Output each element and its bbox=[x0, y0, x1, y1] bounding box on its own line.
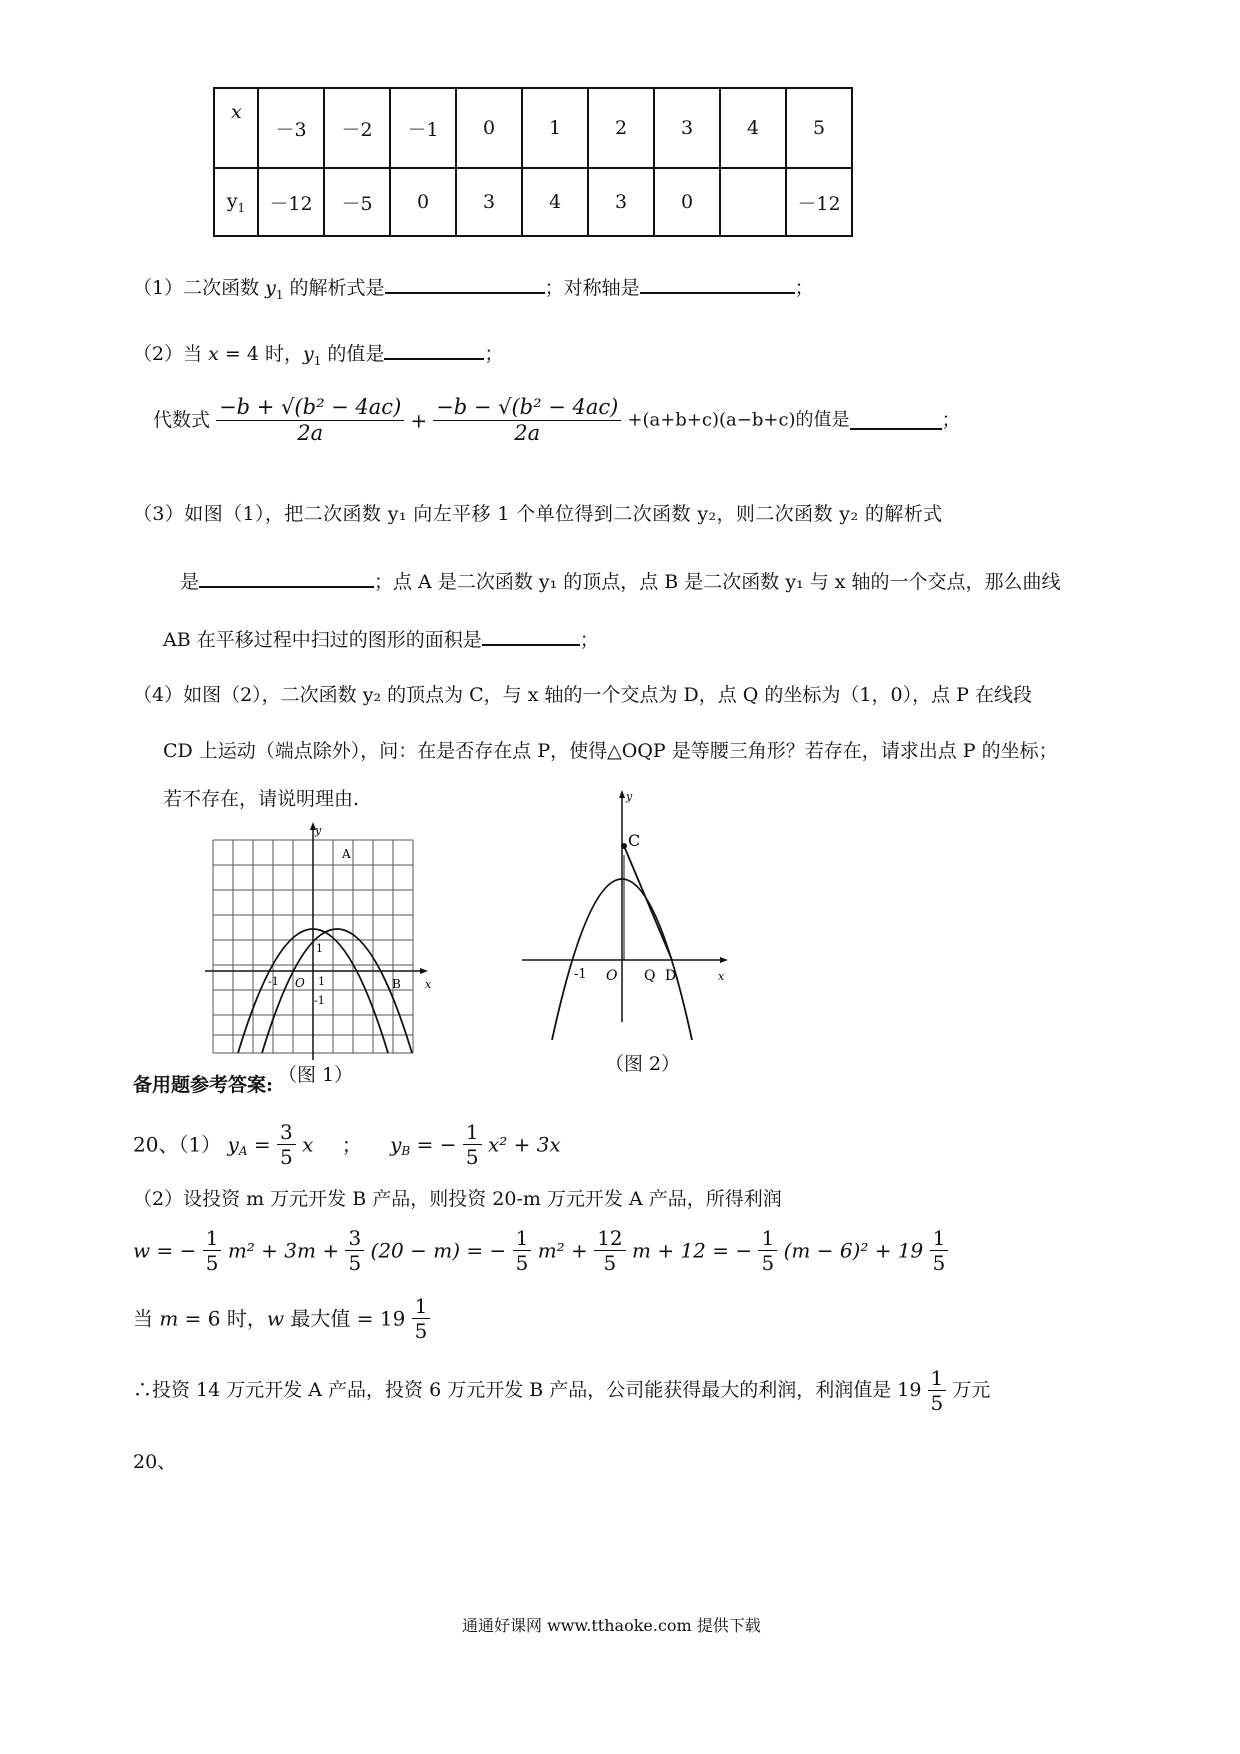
segment-CD bbox=[624, 846, 672, 960]
table-row-y bbox=[214, 168, 852, 236]
table-cell: 3 bbox=[654, 88, 720, 168]
label-y: y bbox=[626, 790, 633, 803]
question-3-line-3: AB 在平移过程中扫过的图形的面积是 ； bbox=[163, 629, 599, 651]
label-B: B bbox=[392, 977, 401, 991]
question-3-line-1: （3）如图（1），把二次函数 y₁ 向左平移 1 个单位得到二次函数 y₂，则二次函数 y₂ 的解析式 bbox=[133, 503, 943, 525]
answer-2-equation: w = − $\frac{1}{5}$ m² + 3m + $\frac{3}{5}$ (20 − m) = − $\frac{1}{5}$ m² + $\frac{12}{5}$ m + 12 = − $\frac{1}{5}$ (m − 6)² + 19 $\frac{1}{5}$ bbox=[133, 1228, 948, 1273]
question-2-expression: 代数式 $\frac{\text{−b + √(b² − 4ac)}}{2a}$ + $\frac{\text{−b − √(b² − 4ac)}}{2a}$ +(a+b+c)(a−b+c)的值是 ； bbox=[153, 395, 961, 445]
table-cell: 0 bbox=[390, 168, 456, 236]
table-cell: 4 bbox=[720, 88, 786, 168]
answer-4: ∴投资 14 万元开发 A 产品，投资 6 万元开发 B 产品，公司能获得最大的利润，利润值是 19 $\frac{1}{5}$ 万元 bbox=[133, 1366, 991, 1415]
label-O: O bbox=[606, 968, 618, 984]
label-x: x bbox=[425, 978, 432, 991]
table-cell: 5 bbox=[786, 88, 852, 168]
label-neg1-x: -1 bbox=[268, 975, 279, 988]
answer-blank[interactable] bbox=[850, 412, 942, 430]
label-A: A bbox=[342, 847, 351, 861]
figure-1 bbox=[200, 820, 440, 1060]
table-cell: －12 bbox=[258, 168, 324, 236]
question-4-line-2: CD 上运动（端点除外），问：在是否存在点 P，使得△OQP 是等腰三角形？若存在，请求出点 P 的坐标； bbox=[163, 740, 1058, 762]
answers-heading: 备用题参考答案: bbox=[133, 1074, 274, 1096]
label-O: O bbox=[295, 976, 305, 990]
label-1-y: 1 bbox=[316, 942, 323, 955]
answer-blank[interactable] bbox=[199, 570, 374, 588]
label-C: C bbox=[628, 831, 641, 850]
figure-2 bbox=[520, 790, 730, 1040]
label-D: D bbox=[665, 968, 677, 984]
label-1-x: 1 bbox=[318, 975, 325, 988]
label-neg1: -1 bbox=[574, 967, 587, 982]
table-cell: －2 bbox=[324, 88, 390, 168]
table-cell: －1 bbox=[390, 88, 456, 168]
answer-blank[interactable] bbox=[384, 342, 484, 360]
table-cell: －3 bbox=[258, 88, 324, 168]
table-cell: 4 bbox=[522, 168, 588, 236]
question-2: （2）当 x = 4 时，$y_1$ 的值是 ； bbox=[133, 343, 504, 368]
table-cell: －5 bbox=[324, 168, 390, 236]
question-4-line-1: （4）如图（2），二次函数 y₂ 的顶点为 C，与 x 轴的一个交点为 D，点 Q 的坐标为（1，0），点 P 在线段 bbox=[133, 684, 1032, 706]
point-C bbox=[621, 843, 627, 849]
table-cell: 0 bbox=[456, 88, 522, 168]
answer-5: 20、 bbox=[133, 1451, 177, 1473]
value-table bbox=[213, 87, 853, 237]
row-label-y: $y_1$ bbox=[214, 168, 258, 236]
table-cell: 3 bbox=[588, 168, 654, 236]
table-cell: 2 bbox=[588, 88, 654, 168]
table-cell-empty bbox=[720, 168, 786, 236]
question-4-line-3: 若不存在，请说明理由. bbox=[163, 788, 360, 810]
label-x: x bbox=[718, 970, 725, 983]
answer-blank[interactable] bbox=[640, 276, 795, 294]
label-y: y bbox=[315, 824, 322, 837]
table-cell: 0 bbox=[654, 168, 720, 236]
question-1: （1）二次函数 $y_1$ 的解析式是 ；对称轴是 ； bbox=[133, 277, 814, 302]
table-row-x bbox=[214, 88, 852, 168]
label-Q: Q bbox=[644, 968, 656, 984]
figure-1-caption: （图 1） bbox=[278, 1064, 354, 1086]
answer-3: 当 m = 6 时，w 最大值 = 19 $\frac{1}{5}$ bbox=[133, 1296, 430, 1341]
question-3-line-2: 是 ；点 A 是二次函数 y₁ 的顶点，点 B 是二次函数 y₁ 与 x 轴的一个交点，那么曲线 bbox=[180, 571, 1061, 593]
answer-blank[interactable] bbox=[482, 628, 580, 646]
table-cell: －12 bbox=[786, 168, 852, 236]
row-label-x: x bbox=[214, 88, 258, 168]
answer-1: 20、（1） $y_A$ = $\frac{3}{5}$ x ； $y_B$ = − $\frac{1}{5}$ x² + 3x bbox=[133, 1120, 561, 1169]
table-cell: 3 bbox=[456, 168, 522, 236]
answer-blank[interactable] bbox=[385, 276, 545, 294]
figure-2-caption: （图 2） bbox=[605, 1053, 681, 1075]
label-neg1-y: -1 bbox=[314, 994, 325, 1007]
table-cell: 1 bbox=[522, 88, 588, 168]
footer: 通通好课网 www.tthaoke.com 提供下载 bbox=[462, 1616, 761, 1635]
answer-2-text: （2）设投资 m 万元开发 B 产品，则投资 20-m 万元开发 A 产品，所得利润 bbox=[133, 1188, 782, 1210]
